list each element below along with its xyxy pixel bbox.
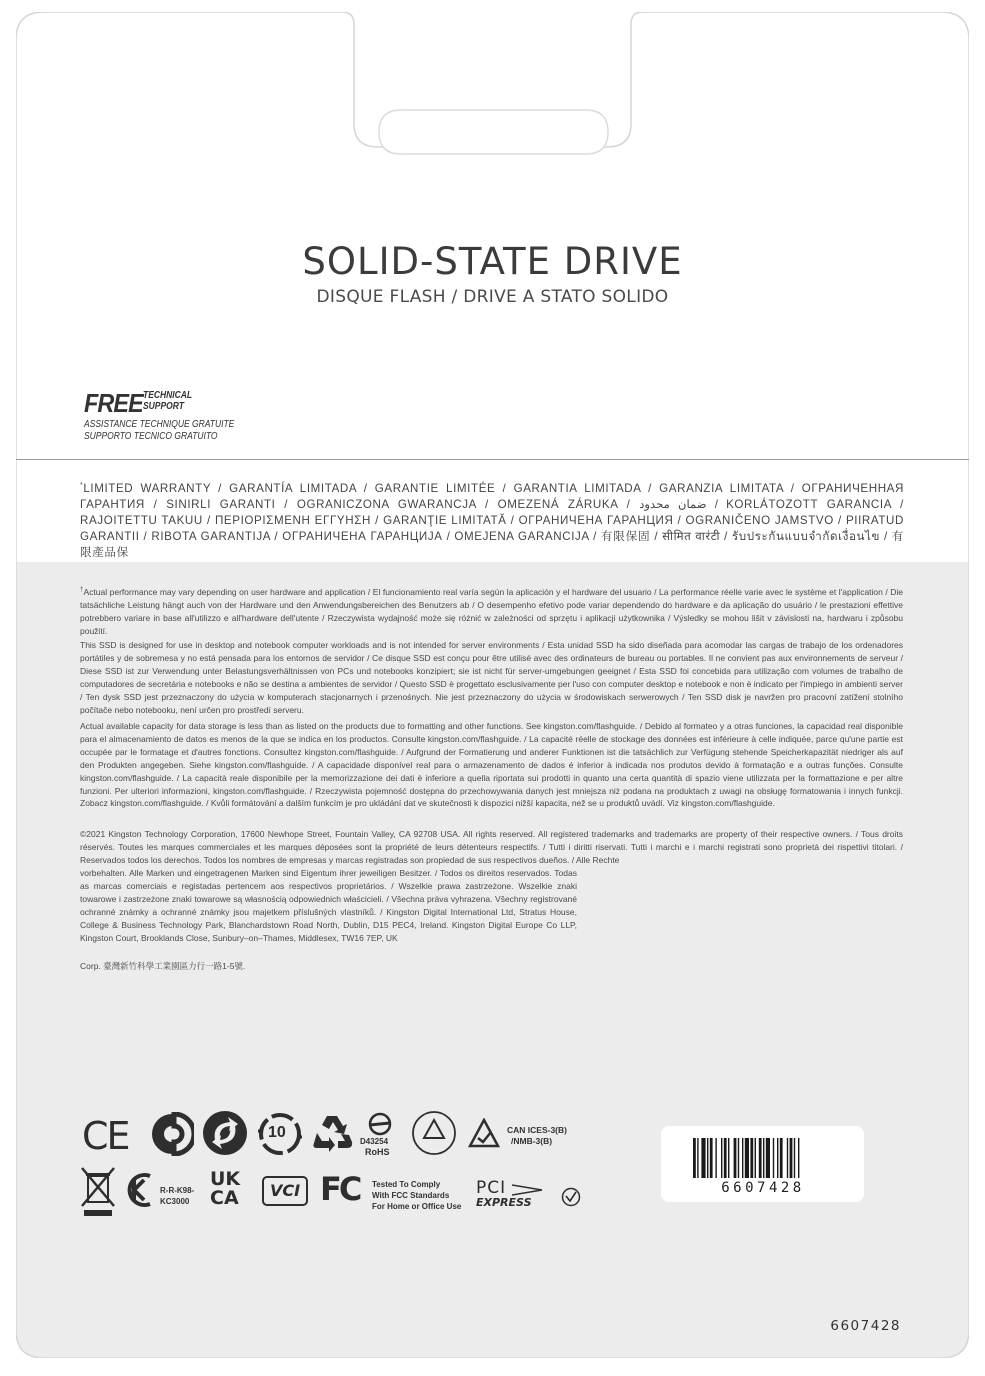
rohs-label: RoHS [365,1147,390,1157]
barcode-bar [710,1138,713,1178]
barcode-bar [794,1138,795,1178]
kc-mark-icon [124,1172,156,1208]
ce-mark: CE [82,1114,129,1158]
performance-marker: † [80,587,84,593]
barcode-bar [787,1138,788,1178]
fine-print-capacity: Actual available capacity for data storage is less than as listed on the products due to formatting and other functions. See kingston.com/flashguide. / Debido al formateo y a otras funciones, la capacidad real disponible para el almacenamiento de datos es menos de la que se indica en los productos. Consulte kingston.com/flashguide. / La capacité réelle de stockage des données est inférieure à celle indiquée, parce qu'une partie est occupée par le formatage et d'autres fonctions. Consultez kingston.com/flashguide. / Aufgrund der Formatierung und anderer Funktionen ist die tatsächlich zur Verfügung stehende Speicherkapazität niedriger als auf den Produkten angegeben. Siehe kingston.com/flashguide. / A capacidade disponível real para o armazenamento de dados é inferior à indicada nos produtos devido à formatação e a outras funções. Consulte kingston.com/flashguide. / La capacità reale disponibile per la memorizzazione dei dati è inferiore a quella riportata sui prodotti in quanto una certa quantità di spazio viene utilizzata per la formattazione e per altre funzioni. Per ulteriori informazioni, kingston.com/flashguide. / Rzeczywista pojemność dostępna do przechowywania danych jest mniejsza niż podana na produktach z uwagi na obsługę formatowania i innych funkcji. Zobacz kingston.com/flashguide. / Kvůli formátování a dalším funkcím je pro ukládání dat ve skutečnosti k dispozici nižší kapacita, než se u produktů uvádí. Viz kingston.com/flashguide. [80,721,903,809]
headline: SOLID-STATE DRIVE [302,240,683,283]
kc-code-line2: KC3000 [160,1197,190,1206]
pci-arrow-icon [512,1182,548,1198]
rohs-code: D43254 [360,1137,389,1146]
fine-print-usage: This SSD is designed for use in desktop and notebook computer workloads and is not intended for server environments / Esta unidad SSD ha sido diseñada para acomodar las cargas de trabajo de los ordenadores portátiles y de sobremesa y no está pensada para los entornos de servidor / Ce disque SSD est conçu pour être utilisé avec des ordinateurs de bureau ou portables. Il ne convient pas aux environnements de serveur / Diese SSD ist zur Verwendung unter Belastungsverhältnissen von PCs und notebooks konzipiert; sie ist nicht für server-umgebungen geeignet / Esta SSD foi concebida para utilização com volumes de trabalho de computadores de secretária e notebooks e não se destina a ambientes de servidor / Questo SSD è progettato esclusivamente per l'uso con computer desktop e notebook e non è indicato per l'impiego in ambienti server / Ten dysk SSD jest przeznaczony do użycia w komputerach stacjonarnych i przenośnych. Nie jest przeznaczony do użycia w środowiskach serwerowych / Ten SSD disk je navržen pro pracovní zatížení stolního počítače nebo notebooku, není určen pro prostředí serveru. [80,640,903,715]
barcode-bar [721,1138,722,1178]
barcode-bar [707,1138,708,1178]
fine-print-performance [80,584,903,637]
fine-print-copyright: ©2021 Kingston Technology Corporation, 17600 Newhope Street, Fountain Valley, CA 92708 USA. All rights reserved. All registered trademarks and trademarks are property of their respective owners. / Tous droits réservés. Toutes les marques commerciales et les marques déposées sont la propriété de leurs détenteurs respectifs. / Tutti i diritti riservati. Tutti i marchi e i marchi registrati sono proprietà dei rispettivi titolari. / Reservados todos los derechos. Todos los nombres de empresas y marcas registradas son propiedad de sus respectivos dueños. / Alle Rechte [80,829,903,865]
warranty-text [80,478,904,561]
product-code: 6607428 [830,1318,901,1334]
fcc-line3: For Home or Office Use [372,1202,462,1211]
epup-years: 10 [268,1124,286,1141]
support-line-it: SUPPORTO TECNICO GRATUITO [84,431,218,442]
barcode-bar [728,1138,729,1178]
barcode-bar [773,1138,774,1178]
fine-print-copyright-cont: vorbehalten. Alle Marken und eingetragenen Marken sind Eigentum ihrer jeweiligen Besitzer. / Todos os direitos reservados. Todas as marcas comerciais e registadas pertencem aos respectivos proprietários. / Wszelkie prawa zastrzeżone. Wszelkie znaki towarowe i zastrzeżone znaki towarowe są własnością odpowiednich właścicieli. / Všechna práva vyhrazena. Všechny registrované ochranné známky a ochranné známky jsou majetkem příslušných vlastníků. / Kingston Digital International Ltd, Stratus House, College & Business Technology Park, Blanchardstown Road North, Dublin, D15 PEC4, Ireland. Kingston Digital Europe Co LLP, Kingston Court, Brooklands Close, Sunbury–on–Thames, Middlesex, TW16 7EP, UK [80,868,577,943]
fc-mark: FC [320,1170,360,1208]
ukca-mark [210,1170,240,1208]
vci-mark: VCI [262,1176,308,1206]
barcode-bar [742,1138,743,1178]
ukca-line1: UK [210,1168,241,1190]
barcode-bar [715,1138,716,1178]
compliance-check-icon [561,1187,581,1207]
barcode-bar [798,1138,799,1178]
rcm-icon [468,1118,500,1148]
barcode-bar [790,1138,793,1178]
rohs-icon [365,1112,395,1136]
barcode-bar [780,1138,783,1178]
free-label: FREE [84,388,143,418]
barcode-bar [693,1138,696,1178]
barcode-bar [734,1138,737,1178]
barcode-bar [745,1138,749,1178]
weee-bin-icon [80,1166,116,1218]
support-line-fr: ASSISTANCE TECHNIQUE GRATUITE [84,419,235,430]
recycle-loop-icon [202,1110,248,1156]
svg-text:.: . [433,1142,435,1147]
barcode-bar [701,1138,705,1178]
ukca-line2: CA [210,1187,239,1209]
fcc-line1: Tested To Comply [372,1180,441,1189]
technical-label: TECHNICAL [143,390,193,401]
pci-label: PCI [476,1178,507,1198]
barcode-bar [763,1138,764,1178]
barcode-bars [693,1138,833,1178]
warranty-languages: LIMITED WARRANTY / GARANTÍA LIMITADA / GARANTIE LIMITÉE / GARANTIA LIMITADA / GARANZIA LIMITATA / ОГРАНИЧЕННАЯ ГАРАНТИЯ / SINIRLI GARANTI / OGRANICZONA GWARANCJA / OMEZENÁ ZÁRUKA / ضمان محدود / KORLÁTOZOTT GARANCIA / RAJOITETTU TAKUU / ΠΕΡΙΟΡΙΣΜΕΝΗ ΕΓΓΥΗΣΗ / GARANŢIE LIMITATĂ / ОГРАНИЧЕНА ГАРАНЦИЯ / OGRANIČENO JAMSTVO / PIIRATUD GARANTII / RIBOTA GARANTIJA / ОГРАНИЧЕНА ГАРАНЦИЈА / OMEJENA GARANCIJA / 有限保固 / सीमित वारंटी / รับประกันแบบจำกัดเงื่อนไข / 有限產品保 [80,481,904,559]
fcc-line2: With FCC Standards [372,1191,450,1200]
barcode-bar [755,1138,756,1178]
green-dot-icon [152,1112,194,1156]
performance-text: Actual performance may vary depending on user hardware and application / El funcionamiento real varía según la aplicación y el hardware del usuario / La performance réelle varie avec le système et l'application / Die tatsächliche Leistung hängt auch von der Hardware und den Anwendungsbereichen des Benutzers ab / O desempenho efetivo pode variar dependendo do hardware e da aplicação do usuário / le prestazioni effettive potrebbero variare in base all'utilizzo e all'hardware dell'utente / Rzeczywista wydajność może się różnić w zależności od sprzętu i aplikacji użytkownika / Výsledky se mohou lišit v závislosti na, hardwaru i způsobu použití. [80,586,903,636]
free-support-badge [84,388,261,443]
barcode-bar [738,1138,739,1178]
warranty-marker: * [80,482,84,489]
barcode-bar [777,1138,778,1178]
recycle-symbol-icon [408,1110,460,1156]
barcode-bar [697,1138,698,1178]
fine-print-taiwan: Corp. 臺灣新竹科學工業園區力行一路1-5號. [80,961,246,971]
barcode-number: 6607428 [721,1180,805,1196]
can-ices-line2: /NMB-3(B) [511,1136,553,1146]
barcode-bar [724,1138,727,1178]
barcode-bar [766,1138,770,1178]
express-label: EXPRESS [476,1196,532,1209]
barcode-bar [750,1138,753,1178]
recycle-triangle-icon [311,1113,353,1153]
kc-code-line1: R-R-K98- [160,1186,195,1195]
divider [16,459,969,460]
support-label: SUPPORT [143,401,185,412]
barcode-bar [759,1138,762,1178]
subline: DISQUE FLASH / DRIVE A STATO SOLIDO [316,287,669,307]
can-ices-line1: CAN ICES-3(B) [507,1125,567,1135]
